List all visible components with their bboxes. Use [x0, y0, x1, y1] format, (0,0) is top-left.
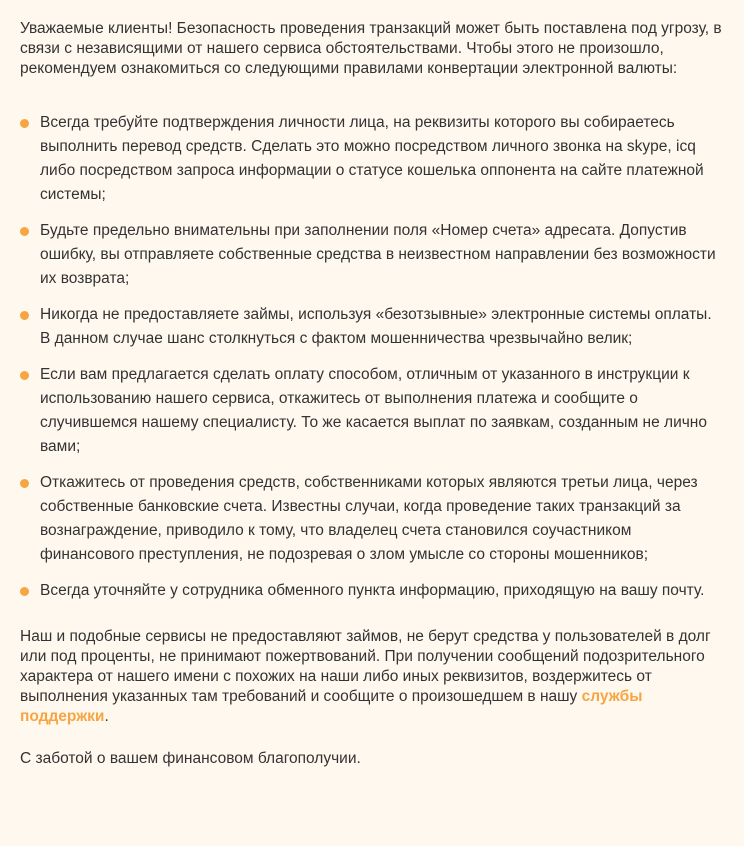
bullet-icon — [20, 311, 29, 320]
bullet-icon — [20, 371, 29, 380]
rule-text: Будьте предельно внимательны при заполнении поля «Номер счета» адресата. Допустив ошибку, вы отправляете собственные средства в неизвестном направлении без возможности их возврата; — [40, 222, 716, 287]
rule-text: Никогда не предоставляете займы, используя «безотзывные» электронные системы оплаты. В данном случае шанс столкнуться с фактом мошенничества чрезвычайно велик; — [40, 306, 712, 347]
list-item — [20, 111, 724, 207]
rule-text: Всегда уточняйте у сотрудника обменного пункта информацию, приходящую на вашу почту. — [40, 582, 705, 599]
list-item — [20, 303, 724, 351]
outro-paragraph — [20, 627, 724, 727]
outro-suffix: . — [104, 708, 109, 725]
bullet-icon — [20, 587, 29, 596]
bullet-icon — [20, 227, 29, 236]
bullet-icon — [20, 119, 29, 128]
rule-text: Откажитесь от проведения средств, собственниками которых являются третьи лица, через собственные банковские счета. Известны случаи, когда проведение таких транзакций за вознаграждение, приводило к тому, что владелец счета становился соучастником финансового преступления, не подозревая о злом умысле со стороны мошенников; — [40, 474, 698, 563]
signature: С заботой о вашем финансовом благополучии. — [20, 750, 361, 767]
outro-text: Наш и подобные сервисы не предоставляют займов, не берут средства у пользователей в долг или под проценты, не принимают пожертвований. При получении сообщений подозрительного характера от нашего имени с похожих на наши либо иных реквизитов, воздержитесь от выполнения указанных там требований и сообщите о произошедшем в нашу — [20, 628, 711, 705]
rule-text: Всегда требуйте подтверждения личности лица, на реквизиты которого вы собираетесь выполнить перевод средств. Сделать это можно посредством личного звонка на skype, icq либо посредством запроса информации о статусе кошелька оппонента на сайте платежной системы; — [40, 114, 704, 203]
list-item — [20, 579, 724, 603]
intro-paragraph: Уважаемые клиенты! Безопасность проведения транзакций может быть поставлена под угрозу, в связи с независящими от нашего сервиса обстоятельствами. Чтобы этого не произошло, рекомендуем ознакомиться со следующими правилами конвертации электронной валюты: — [20, 20, 722, 77]
rules-list — [20, 111, 724, 603]
list-item — [20, 363, 724, 459]
rule-text: Если вам предлагается сделать оплату способом, отличным от указанного в инструкции к использованию нашего сервиса, откажитесь от выполнения платежа и сообщите о случившемся нашему специалисту. То же касается выплат по заявкам, созданным не лично вами; — [40, 366, 707, 455]
list-item — [20, 219, 724, 291]
list-item — [20, 471, 724, 567]
support-link[interactable]: службы поддержки — [20, 688, 643, 725]
bullet-icon — [20, 479, 29, 488]
